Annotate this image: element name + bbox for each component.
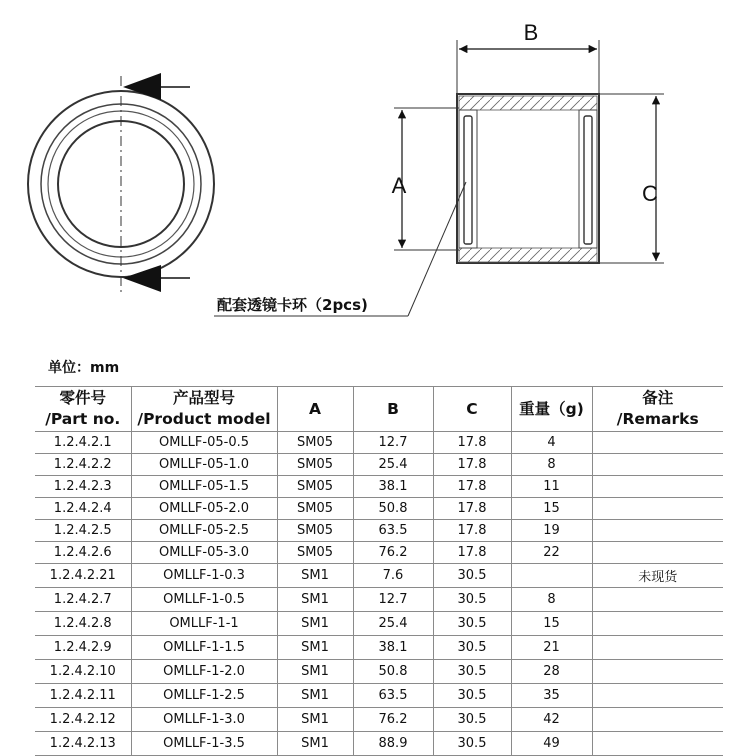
retaining-ring-callout: 配套透镜卡环（2pcs) <box>217 296 368 314</box>
cell-c: 17.8 <box>433 454 511 476</box>
cell-a: SM1 <box>277 636 353 660</box>
cell-c: 30.5 <box>433 660 511 684</box>
cell-b: 12.7 <box>353 432 433 454</box>
cell-part-no: 1.2.4.2.4 <box>35 498 131 520</box>
cell-product-model: OMLLF-1-2.5 <box>131 684 277 708</box>
cell-weight: 15 <box>511 498 592 520</box>
cell-product-model: OMLLF-05-0.5 <box>131 432 277 454</box>
cell-b: 7.6 <box>353 564 433 588</box>
cell-c: 30.5 <box>433 612 511 636</box>
cell-part-no: 1.2.4.2.21 <box>35 564 131 588</box>
cell-weight: 22 <box>511 542 592 564</box>
cell-remarks <box>592 732 723 756</box>
cell-remarks <box>592 454 723 476</box>
dimension-label-c: C <box>642 181 658 206</box>
cell-part-no: 1.2.4.2.12 <box>35 708 131 732</box>
cell-a: SM1 <box>277 732 353 756</box>
cell-product-model: OMLLF-05-2.0 <box>131 498 277 520</box>
cell-weight: 42 <box>511 708 592 732</box>
cell-part-no: 1.2.4.2.10 <box>35 660 131 684</box>
dimension-label-b: B <box>523 20 539 45</box>
cell-a: SM1 <box>277 660 353 684</box>
cell-product-model: OMLLF-05-3.0 <box>131 542 277 564</box>
cell-remarks <box>592 636 723 660</box>
cell-weight: 35 <box>511 684 592 708</box>
cell-weight: 19 <box>511 520 592 542</box>
cell-a: SM05 <box>277 476 353 498</box>
cell-a: SM05 <box>277 542 353 564</box>
cell-part-no: 1.2.4.2.8 <box>35 612 131 636</box>
cell-c: 17.8 <box>433 542 511 564</box>
cell-product-model: OMLLF-1-3.5 <box>131 732 277 756</box>
table-row <box>35 542 723 564</box>
cell-c: 30.5 <box>433 684 511 708</box>
cell-product-model: OMLLF-1-0.5 <box>131 588 277 612</box>
cell-a: SM05 <box>277 520 353 542</box>
table-row <box>35 588 723 612</box>
cell-c: 30.5 <box>433 564 511 588</box>
cell-weight: 28 <box>511 660 592 684</box>
cell-product-model: OMLLF-05-2.5 <box>131 520 277 542</box>
table-row <box>35 498 723 520</box>
header-remarks-zh: 备注 <box>642 389 674 407</box>
header-remarks <box>592 387 723 432</box>
table-row <box>35 612 723 636</box>
cell-b: 38.1 <box>353 476 433 498</box>
cell-b: 25.4 <box>353 454 433 476</box>
unit-label: 单位：mm <box>48 360 120 376</box>
cell-part-no: 1.2.4.2.2 <box>35 454 131 476</box>
cell-remarks <box>592 520 723 542</box>
cell-c: 17.8 <box>433 476 511 498</box>
cell-weight: 4 <box>511 432 592 454</box>
cell-part-no: 1.2.4.2.6 <box>35 542 131 564</box>
table-row <box>35 476 723 498</box>
cell-remarks <box>592 476 723 498</box>
header-c: C <box>433 387 511 432</box>
cell-a: SM05 <box>277 454 353 476</box>
cell-product-model: OMLLF-1-1 <box>131 612 277 636</box>
spec-table <box>35 386 723 756</box>
table-body <box>35 432 723 756</box>
cell-a: SM1 <box>277 588 353 612</box>
cell-product-model: OMLLF-1-3.0 <box>131 708 277 732</box>
cell-a: SM1 <box>277 564 353 588</box>
cell-c: 17.8 <box>433 498 511 520</box>
table-row <box>35 454 723 476</box>
cell-b: 38.1 <box>353 636 433 660</box>
cell-product-model: OMLLF-1-0.3 <box>131 564 277 588</box>
cell-a: SM1 <box>277 612 353 636</box>
table-row <box>35 636 723 660</box>
technical-drawing <box>0 0 750 350</box>
cell-remarks <box>592 542 723 564</box>
header-remarks-en: /Remarks <box>616 410 699 428</box>
cell-b: 50.8 <box>353 498 433 520</box>
cell-weight: 15 <box>511 612 592 636</box>
cell-weight: 8 <box>511 588 592 612</box>
table-row <box>35 564 723 588</box>
header-part-no-en: /Part no. <box>45 410 121 428</box>
cell-c: 30.5 <box>433 588 511 612</box>
cell-b: 76.2 <box>353 542 433 564</box>
cell-part-no: 1.2.4.2.7 <box>35 588 131 612</box>
header-b: B <box>353 387 433 432</box>
header-product-model <box>131 387 277 432</box>
cell-b: 88.9 <box>353 732 433 756</box>
cell-weight: 49 <box>511 732 592 756</box>
cell-remarks: 未现货 <box>592 564 723 588</box>
header-product-model-en: /Product model <box>137 410 271 428</box>
cell-part-no: 1.2.4.2.5 <box>35 520 131 542</box>
cell-a: SM05 <box>277 432 353 454</box>
table-row <box>35 660 723 684</box>
cell-product-model: OMLLF-1-1.5 <box>131 636 277 660</box>
dimension-label-a: A <box>391 173 407 198</box>
cell-b: 63.5 <box>353 520 433 542</box>
cell-product-model: OMLLF-05-1.0 <box>131 454 277 476</box>
cell-part-no: 1.2.4.2.11 <box>35 684 131 708</box>
header-part-no <box>35 387 131 432</box>
cell-a: SM1 <box>277 708 353 732</box>
cell-remarks <box>592 498 723 520</box>
cell-part-no: 1.2.4.2.9 <box>35 636 131 660</box>
header-product-model-zh: 产品型号 <box>172 389 235 407</box>
table-header-row <box>35 387 723 432</box>
cell-remarks <box>592 432 723 454</box>
cell-remarks <box>592 708 723 732</box>
cell-a: SM05 <box>277 498 353 520</box>
cell-weight: 21 <box>511 636 592 660</box>
table-row <box>35 684 723 708</box>
cell-b: 25.4 <box>353 612 433 636</box>
cell-remarks <box>592 660 723 684</box>
cell-product-model: OMLLF-05-1.5 <box>131 476 277 498</box>
cell-weight: 8 <box>511 454 592 476</box>
header-weight: 重量（g) <box>511 387 592 432</box>
cell-remarks <box>592 612 723 636</box>
table-row <box>35 708 723 732</box>
section-view <box>214 40 664 316</box>
header-part-no-zh: 零件号 <box>59 389 106 407</box>
cell-product-model: OMLLF-1-2.0 <box>131 660 277 684</box>
front-view-ring <box>28 73 214 292</box>
cell-remarks <box>592 588 723 612</box>
table-row <box>35 432 723 454</box>
table-row <box>35 732 723 756</box>
cell-part-no: 1.2.4.2.1 <box>35 432 131 454</box>
cell-part-no: 1.2.4.2.13 <box>35 732 131 756</box>
cell-weight <box>511 564 592 588</box>
cell-c: 17.8 <box>433 432 511 454</box>
header-a: A <box>277 387 353 432</box>
cell-b: 63.5 <box>353 684 433 708</box>
cell-weight: 11 <box>511 476 592 498</box>
cell-part-no: 1.2.4.2.3 <box>35 476 131 498</box>
cell-c: 30.5 <box>433 708 511 732</box>
cell-c: 17.8 <box>433 520 511 542</box>
cell-b: 12.7 <box>353 588 433 612</box>
cell-remarks <box>592 684 723 708</box>
cell-b: 76.2 <box>353 708 433 732</box>
cell-b: 50.8 <box>353 660 433 684</box>
cell-c: 30.5 <box>433 636 511 660</box>
cell-a: SM1 <box>277 684 353 708</box>
cell-c: 30.5 <box>433 732 511 756</box>
table-row <box>35 520 723 542</box>
